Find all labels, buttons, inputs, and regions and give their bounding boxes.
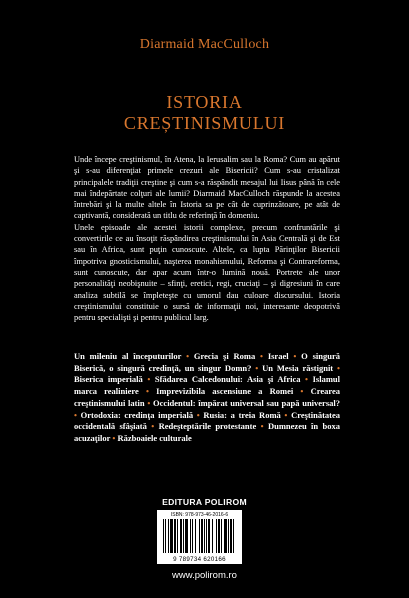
contents-item: Dumnezeu în boxa acuzaţilor bbox=[74, 421, 340, 443]
contents-item: Războaiele culturale bbox=[117, 432, 192, 443]
author-name: Diarmaid MacCulloch bbox=[139, 37, 270, 52]
bullet-separator: • bbox=[256, 421, 268, 432]
contents-item: Redeşteptările protestante bbox=[158, 421, 257, 432]
bullet-separator: • bbox=[300, 374, 313, 385]
contents-item: Un Mesia răstignit bbox=[262, 362, 334, 373]
bullet-separator: • bbox=[280, 409, 292, 420]
bullet-separator: • bbox=[333, 362, 340, 373]
contents-item: Imprevizibila ascensiune a Romei bbox=[156, 386, 294, 397]
bullet-separator: • bbox=[146, 421, 159, 432]
contents-item: Biserica imperială bbox=[74, 374, 143, 385]
bullet-separator: • bbox=[74, 409, 81, 420]
contents-item: Un mileniu al începuturilor bbox=[74, 351, 182, 361]
bullet-separator: • bbox=[181, 351, 194, 361]
barcode bbox=[157, 510, 242, 564]
book-description bbox=[74, 154, 340, 323]
isbn-label: ISBN: 978-973-46-2016-6 bbox=[170, 512, 229, 518]
contents-item: Israel bbox=[267, 351, 289, 361]
publisher-website: www.polirom.ro bbox=[172, 570, 237, 581]
contents-item: O singură Biserică, o singură credinţă, un singur Domn? bbox=[74, 351, 340, 373]
bullet-separator: • bbox=[110, 432, 118, 443]
contents-item: Crearea creştinismului latin bbox=[74, 386, 340, 408]
description-paragraph: Unde începe creştinismul, în Atena, la Ierusalim sau la Roma? Cum au apărut şi s-au diferenţiat primele crezuri ale Bisericii? Cum s-au cristalizat principalele tradiţii creştine şi cum s-a răspândit mesajul lui Iisus până în cele mai îndepărtate colţuri ale lumii? Diarmaid MacCulloch răspunde la acestea întrebări şi la multe altele în Istoria sa pe cât de cuprinzătoare, pe atât de captivantă, considerată un titlu de referinţă în domeniu. bbox=[74, 155, 340, 221]
bullet-separator: • bbox=[193, 409, 204, 420]
publisher-name: EDITURA POLIROM bbox=[162, 497, 247, 507]
contents-item: Grecia şi Roma bbox=[193, 351, 256, 361]
book-title-line-2: CREȘTINISMULUI bbox=[123, 113, 286, 133]
bullet-separator: • bbox=[255, 351, 268, 361]
book-title bbox=[0, 92, 409, 134]
description-paragraph: Unele episoade ale acestei istorii complexe, precum confruntările şi convertirile ce au însoţit răspândirea creştinismului în Asia Centrală şi de Est sau în Africa, sunt puţin cunoscute. Altele, ca lupta Părinţilor Bisericii împotriva gnosticismului, naşterea monahismului, Reforma şi Contrareforma, sunt cunoscute, dar apar acum într-o lumină nouă. Portrete ale unor personalităţi neobişnuite – sfinţi, eretici, regi, cruciaţi – şi digresiuni în care analiza subtilă se împleteşte cu umorul dau culoare discursului. Istoria creştinismului constituie o sursă de informaţii noi, interesante deopotrivă pentru specialişti şi pentru publicul larg. bbox=[74, 222, 340, 323]
bullet-separator: • bbox=[251, 362, 263, 373]
contents-item: Ortodoxia: credinţa imperială bbox=[80, 409, 194, 420]
bullet-separator: • bbox=[293, 386, 311, 397]
contents-list bbox=[74, 351, 340, 445]
contents-item: Creştinătatea occidentală sfâşiată bbox=[74, 409, 341, 432]
barcode-bars bbox=[163, 519, 236, 553]
bullet-separator: • bbox=[142, 374, 155, 385]
book-title-line-1: ISTORIA bbox=[166, 92, 243, 112]
contents-item: Rusia: a treia Romă bbox=[203, 409, 281, 420]
contents-item: Occidentul: împărat universal sau papă universal? bbox=[153, 397, 340, 408]
contents-item: Sfădarea Calcedonului: Asia şi Africa bbox=[154, 374, 301, 385]
bullet-separator: • bbox=[138, 386, 157, 397]
bullet-separator: • bbox=[288, 351, 302, 361]
contents-item: Islamul marca realiniere bbox=[74, 374, 340, 397]
bullet-separator: • bbox=[144, 397, 154, 408]
barcode-digits: 9 789734 620166 bbox=[173, 556, 226, 563]
